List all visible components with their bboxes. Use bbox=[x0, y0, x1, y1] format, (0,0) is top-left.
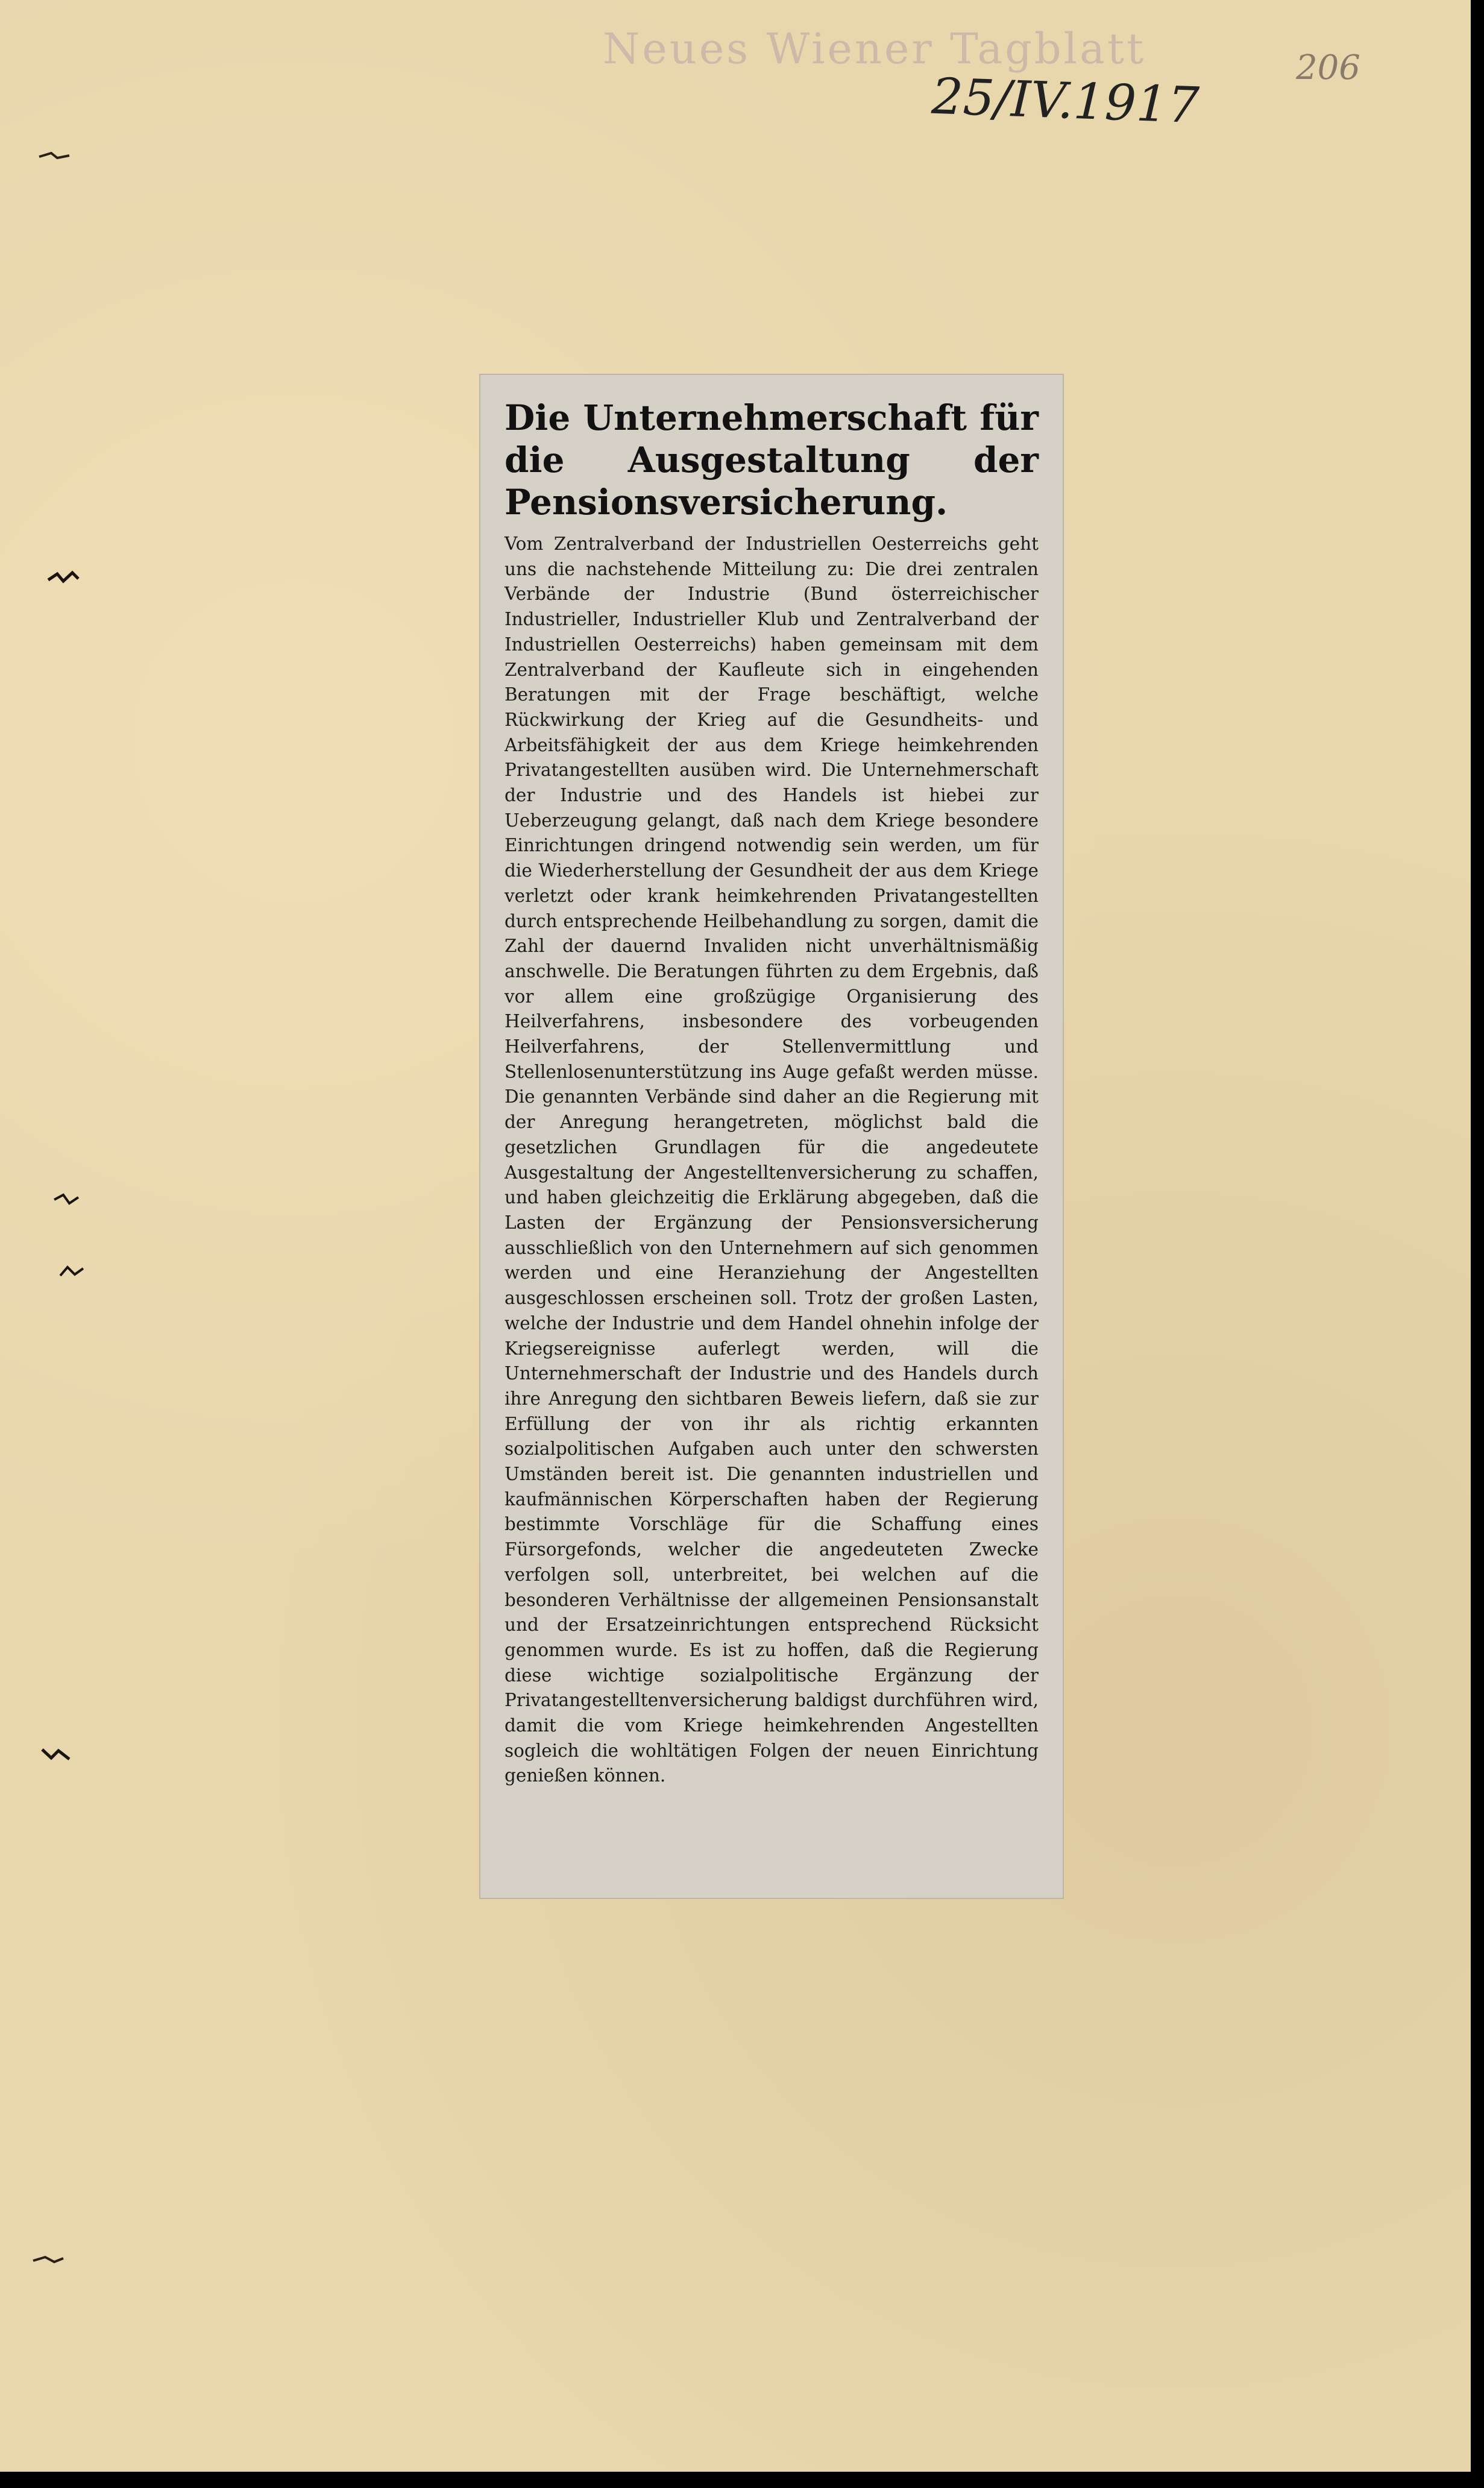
handwritten-date: 25/IV.1917 bbox=[930, 68, 1200, 135]
article-headline: Die Unternehmerschaft für die Ausgestaltung der Pensionsversicherung. bbox=[505, 397, 1039, 523]
newspaper-clipping bbox=[479, 374, 1064, 1899]
binding-hole-icon bbox=[39, 1742, 75, 1766]
binding-hole-icon bbox=[54, 1260, 90, 1284]
article-body: Vom Zentralverband der Industriellen Oesterreichs geht uns die nachstehende Mitteilung zu: Die drei zentralen Verbände der Industrie (Bund österreichischer Industrieller, Industrieller Klub und Zentralverband der Industriellen Oesterreichs) haben gemeinsam mit dem Zentralverband der Kaufleute sich in eingehenden Beratungen mit der Frage beschäftigt, welche Rückwirkung der Krieg auf die Gesundheits- und Arbeitsfähigkeit der aus dem Kriege heimkehrenden Privatangestellten ausüben wird. Die Unternehmerschaft der Industrie und des Handels ist hiebei zur Ueberzeugung gelangt, daß nach dem Kriege besondere Einrichtungen dringend notwendig sein werden, um für die Wiederherstellung der Gesundheit der aus dem Kriege verletzt oder krank heimkehrenden Privatangestellten durch entsprechende Heilbehandlung zu sorgen, damit die Zahl der dauernd Invaliden nicht unverhältnismäßig anschwelle. Die Beratungen führten zu dem Ergebnis, daß vor allem eine großzügige Organisierung des Heilverfahrens, insbesondere des vorbeugenden Heilverfahrens, der Stellenvermittlung und Stellenlosenunterstützung ins Auge gefaßt werden müsse. Die genannten Verbände sind daher an die Regierung mit der Anregung herangetreten, möglichst bald die gesetzlichen Grundlagen für die angedeutete Ausgestaltung der Angestelltenversicherung zu schaffen, und haben gleichzeitig die Erklärung abgegeben, daß die Lasten der Ergänzung der Pensionsversicherung ausschließlich von den Unternehmern auf sich genommen werden und eine Heranziehung der Angestellten ausgeschlossen erscheinen soll. Trotz der großen Lasten, welche der Industrie und dem Handel ohnehin infolge der Kriegsereignisse auferlegt werden, will die Unternehmerschaft der Industrie und des Handels durch ihre Anregung den sichtbaren Beweis liefern, daß sie zur Erfüllung der von ihr als richtig erkannten sozialpolitischen Aufgaben auch unter den schwersten Umständen bereit ist. Die genannten industriellen und kaufmännischen Körperschaften haben der Regierung bestimmte Vorschläge für die Schaffung eines Fürsorgefonds, welcher die angedeuteten Zwecke verfolgen soll, unterbreitet, bei welchen auf die besonderen Verhältnisse der allgemeinen Pensionsanstalt und der Ersatzeinrichtungen entsprechend Rücksicht genommen wurde. Es ist zu hoffen, daß die Regierung diese wichtige sozialpolitische Ergänzung der Privatangestelltenversicherung baldigst durchführen wird, damit die vom Kriege heimkehrenden Angestellten sogleich die wohltätigen Folgen der neuen Einrichtung genießen können. bbox=[505, 534, 1039, 1786]
binding-hole-icon bbox=[30, 2249, 66, 2273]
binding-hole-icon bbox=[48, 1188, 84, 1212]
page-number: 206 bbox=[1296, 48, 1360, 87]
binding-hole-icon bbox=[36, 145, 72, 169]
newspaper-stamp: Neues Wiener Tagblatt bbox=[603, 24, 1146, 74]
binding-hole-icon bbox=[45, 567, 81, 591]
